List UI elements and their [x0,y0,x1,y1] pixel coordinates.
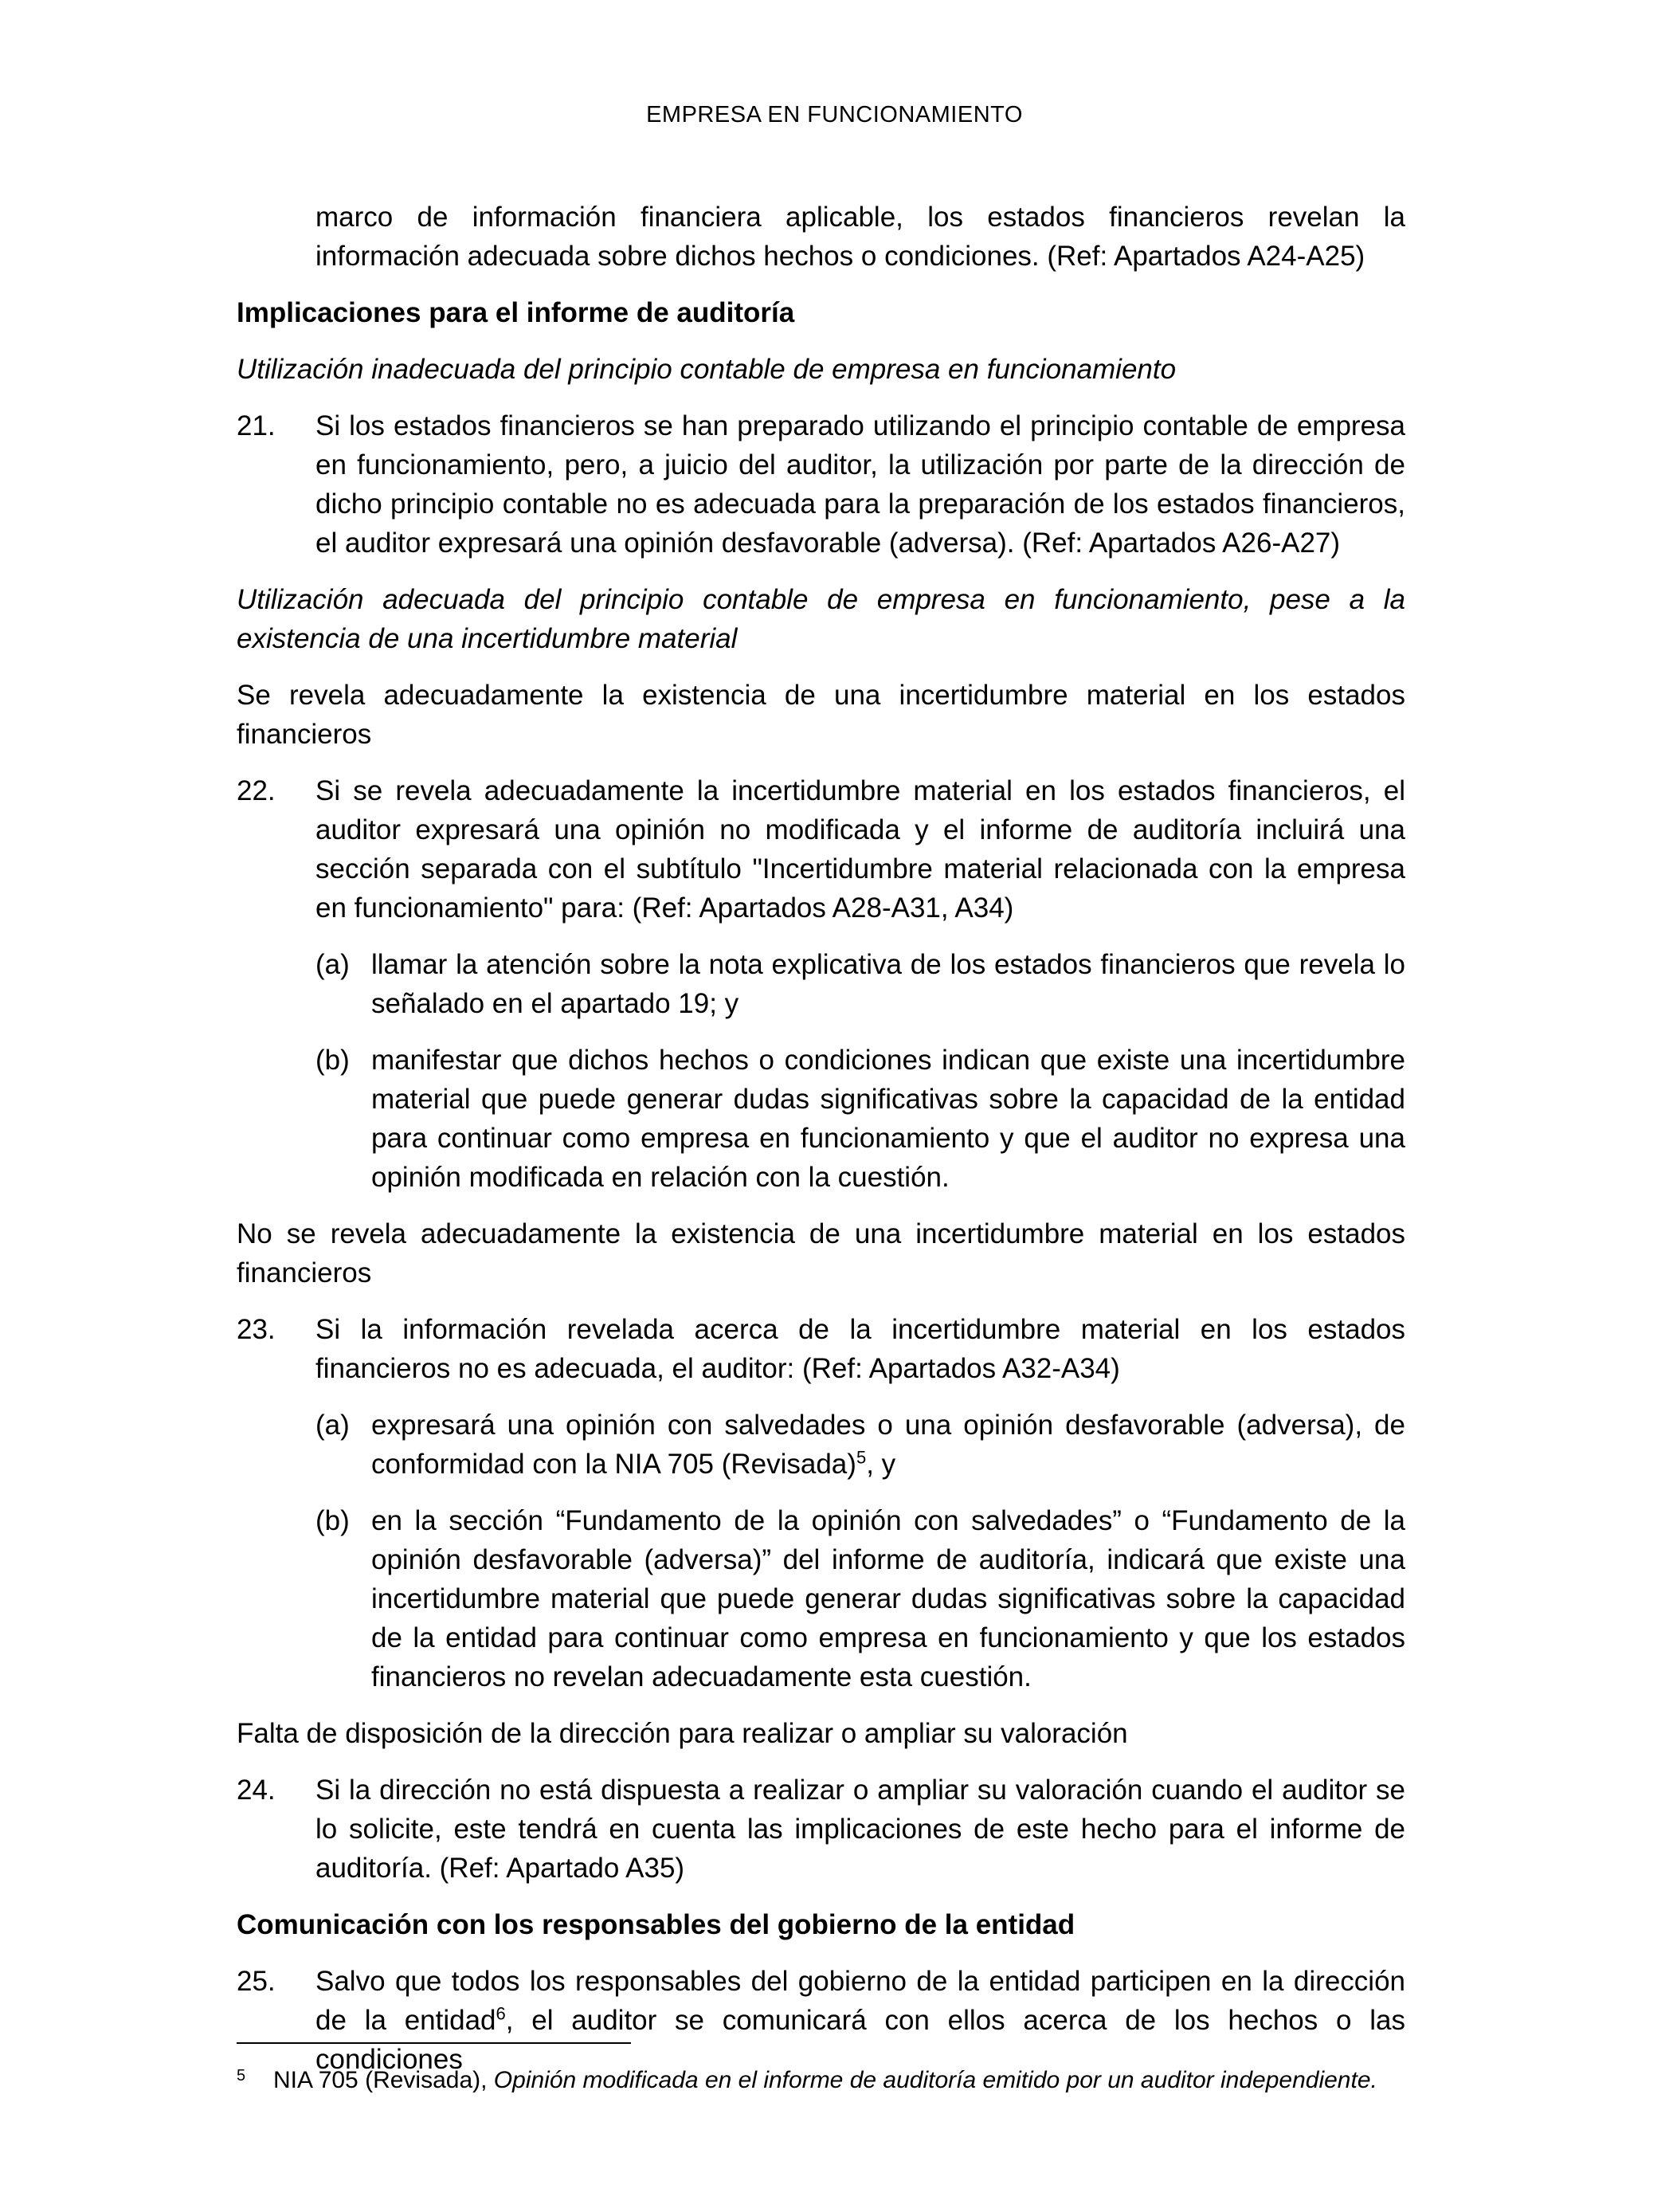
paragraph-text-main: Salvo que todos los responsables del gobierno de la entidad participen en la dirección de la entidad [315,1966,1405,2036]
paragraph-22-item-b [315,1041,1405,1197]
item-text [371,1406,1405,1484]
running-header: EMPRESA EN FUNCIONAMIENTO [646,102,1023,127]
item-text-main: expresará una opinión con salvedades o una opinión desfavorable (adversa), de conformidad con la NIA 705 (Revisada) [371,1410,1405,1480]
paragraph-23-item-b [315,1501,1405,1696]
footnote-title: Opinión modificada en el informe de auditoría emitido por un auditor independiente. [493,2067,1377,2093]
footnote-text [273,2064,1405,2096]
paragraph-23-item-a [315,1406,1405,1484]
paragraph-number: 23. [237,1314,276,1345]
paragraph-text: Si la información revelada acerca de la incertidumbre material en los estados financieros no es adecuada, el auditor: (Ref: Apartados A32-A34) [315,1314,1405,1384]
paragraph-text-tail: , el auditor se comunicará con ellos acerca de los hechos o las condiciones [315,2005,1405,2075]
paragraph-number: 24. [237,1775,276,1806]
footnote-mark: 5 [237,2067,246,2085]
item-text: llamar la atención sobre la nota explicativa de los estados financieros que revela lo señalado en el apartado 19; y [371,949,1405,1019]
item-text: en la sección “Fundamento de la opinión con salvedades” o “Fundamento de la opinión desfavorable (adversa)” del informe de auditoría, indicará que existe una incertidumbre material que puede generar dudas significativas sobre la capacidad de la entidad para continuar como empresa en funcionamiento y que los estados financieros no revelan adecuadamente esta cuestión. [371,1505,1405,1692]
page-body [237,198,1405,2096]
paragraph-number: 21. [237,410,276,441]
paragraph-number: 22. [237,775,276,806]
subheading-no-se-revela: No se revela adecuadamente la existencia de una incertidumbre material en los estados financieros [237,1218,1405,1288]
paragraph-25 [237,1962,1405,2079]
footnote-citation: NIA 705 (Revisada), [273,2067,494,2093]
item-label: (a) [315,1410,350,1441]
paragraph-22 [237,771,1405,928]
footnote-reference-5[interactable]: 5 [856,1447,867,1468]
item-label: (a) [315,949,350,980]
paragraph-number: 25. [237,1966,276,1997]
paragraph-23 [237,1310,1405,1388]
footnote-5 [237,2064,1405,2096]
footnote-reference-6[interactable]: 6 [496,2003,506,2024]
paragraph-22-item-a [315,945,1405,1023]
paragraph-text: Si se revela adecuadamente la incertidumbre material en los estados financieros, el auditor expresará una opinión no modificada y el informe de auditoría incluirá una sección separada con el subtítulo "Incertidumbre material relacionada con la empresa en funcionamiento" para: (Ref: Apartados A28-A31, A34) [315,775,1405,924]
item-label: (b) [315,1505,350,1536]
footnote-divider [237,2042,631,2044]
item-text-tail: , y [866,1449,896,1480]
paragraph-text: Si la dirección no está dispuesta a realizar o ampliar su valoración cuando el auditor se lo solicite, este tendrá en cuenta las implicaciones de este hecho para el informe de auditoría. (Ref: Apartado A35) [315,1775,1405,1884]
subheading-uso-adecuado: Utilización adecuada del principio contable de empresa en funcionamiento, pese a la existencia de una incertidumbre material [237,584,1405,654]
subheading-uso-inadecuado: Utilización inadecuada del principio contable de empresa en funcionamiento [237,354,1177,385]
item-label: (b) [315,1045,350,1076]
section-heading-comunicacion: Comunicación con los responsables del gobierno de la entidad [237,1909,1075,1940]
continued-paragraph: marco de información financiera aplicable, los estados financieros revelan la información adecuada sobre dichos hechos o condiciones. (Ref: Apartados A24-A25) [315,202,1405,272]
item-text: manifestar que dichos hechos o condiciones indican que existe una incertidumbre material que puede generar dudas significativas sobre la capacidad de la entidad para continuar como empresa en funcionamiento y que el auditor no expresa una opinión modificada en relación con la cuestión. [371,1045,1405,1193]
subheading-se-revela: Se revela adecuadamente la existencia de una incertidumbre material en los estados financieros [237,680,1405,750]
paragraph-24 [237,1771,1405,1888]
section-heading-implicaciones: Implicaciones para el informe de auditoría [237,297,795,328]
paragraph-21 [237,406,1405,563]
paragraph-text [315,1962,1405,2079]
subheading-falta-disposicion: Falta de disposición de la dirección para realizar o ampliar su valoración [237,1718,1128,1749]
paragraph-text: Si los estados financieros se han preparado utilizando el principio contable de empresa en funcionamiento, pero, a juicio del auditor, la utilización por parte de la dirección de dicho principio contable no es adecuada para la preparación de los estados financieros, el auditor expresará una opinión desfavorable (adversa). (Ref: Apartados A26-A27) [315,410,1405,559]
